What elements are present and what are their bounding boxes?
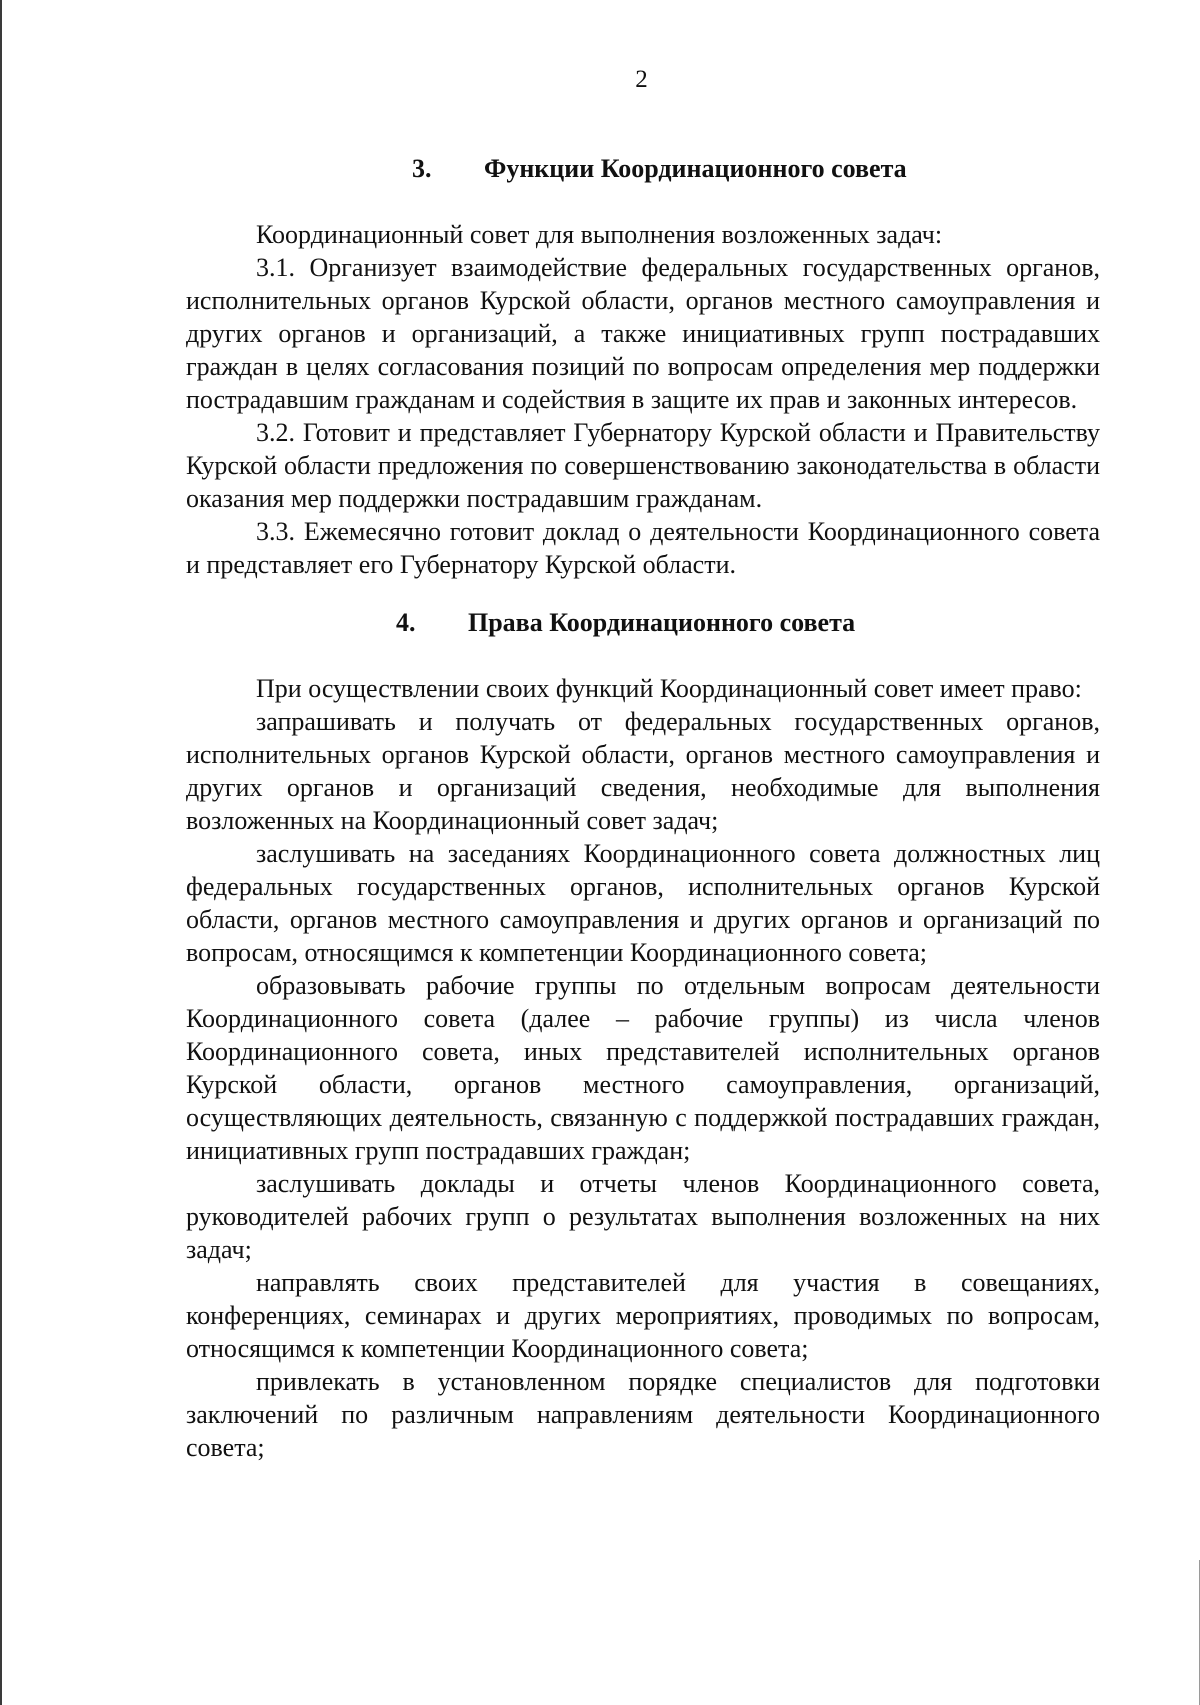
section-4-title: Права Координационного совета	[468, 608, 856, 637]
section-3-item-3-1: 3.1. Организует взаимодействие федеральных государственных органов, исполнительных органов Курской области, органов местного самоуправления и других органов и организаций, а также инициативных групп пострадавших граждан в целях согласования позиций по вопросам определения мер поддержки пострадавшим гражданам и содействия в защите их прав и законных интересов.	[186, 253, 1100, 414]
section-4-heading	[396, 606, 1100, 639]
section-4-right-form-groups: образовывать рабочие группы по отдельным вопросам деятельности Координационного совета (далее – рабочие группы) из числа членов Координационного совета, иных представителей исполнительных органов Курской области, органов местного самоуправления, организаций, осуществляющих деятельность, связанную с поддержкой пострадавших граждан, инициативных групп пострадавших граждан;	[186, 971, 1100, 1165]
document-body	[186, 152, 1100, 1464]
section-4-intro: При осуществлении своих функций Координационный совет имеет право:	[256, 674, 1082, 703]
section-4-right-hear-officials: заслушивать на заседаниях Координационного совета должностных лиц федеральных государственных органов, исполнительных органов Курской области, органов местного самоуправления и других органов и организаций по вопросам, относящимся к компетенции Координационного совета;	[186, 839, 1100, 967]
section-3-item-3-2: 3.2. Готовит и представляет Губернатору Курской области и Правительству Курской области предложения по совершенствованию законодательства в области оказания мер поддержки пострадавшим гражданам.	[186, 418, 1100, 513]
spacer	[186, 581, 1100, 606]
spacer	[186, 639, 1100, 672]
section-4-right-hear-reports: заслушивать доклады и отчеты членов Координационного совета, руководителей рабочих групп о результатах выполнения возложенных на них задач;	[186, 1169, 1100, 1264]
section-4-right-request-info: запрашивать и получать от федеральных государственных органов, исполнительных органов Курской области, органов местного самоуправления и других органов и организаций сведения, необходимые для выполнения возложенных на Координационный совет задач;	[186, 707, 1100, 835]
scan-edge-left	[0, 0, 2, 1705]
page-number: 2	[635, 66, 648, 93]
section-4-right-send-representatives: направлять своих представителей для участия в совещаниях, конференциях, семинарах и других мероприятиях, проводимых по вопросам, относящимся к компетенции Координационного совета;	[186, 1268, 1100, 1363]
spacer	[186, 185, 1100, 218]
section-3-intro: Координационный совет для выполнения возложенных задач:	[256, 220, 943, 249]
section-4-number: 4.	[396, 608, 416, 637]
section-3-item-3-3: 3.3. Ежемесячно готовит доклад о деятельности Координационного совета и представляет его Губернатору Курской области.	[186, 517, 1100, 579]
section-3-title: Функции Координационного совета	[484, 154, 907, 183]
section-3-heading	[412, 152, 1100, 185]
section-4-right-involve-specialists: привлекать в установленном порядке специалистов для подготовки заключений по различным направлениям деятельности Координационного совета;	[186, 1367, 1100, 1462]
section-3-number: 3.	[412, 154, 432, 183]
